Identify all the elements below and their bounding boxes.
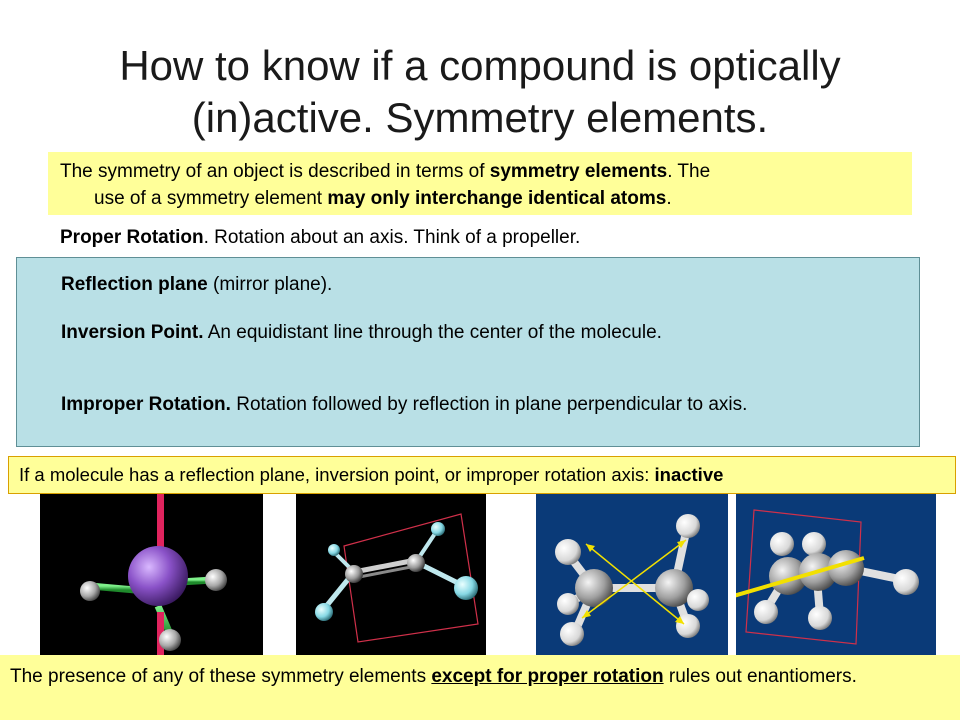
conclusion-box xyxy=(0,655,960,720)
proper-rotation-exception: except for proper rotation xyxy=(431,666,664,687)
mirror-plane-molecule-illustration xyxy=(296,494,486,656)
reflection-molecule-illustration xyxy=(40,494,263,656)
intro-line-1 xyxy=(60,158,902,185)
inversion-point-item xyxy=(61,319,881,346)
conclusion-text-1: The presence of any of these symmetry elements xyxy=(10,666,432,687)
molecule-image-mirror-plane xyxy=(296,494,486,656)
reflection-plane-item xyxy=(61,271,881,298)
intro-text-2: . The xyxy=(667,161,711,182)
conclusion-text-2: rules out enantiomers. xyxy=(663,666,857,687)
molecule-image-improper-rotation xyxy=(736,494,936,656)
molecule-image-inversion xyxy=(536,494,728,656)
proper-rotation-desc: . Rotation about an axis. Think of a propeller. xyxy=(203,227,581,248)
inactive-rule-verdict: inactive xyxy=(654,464,724,485)
intro-text-1: The symmetry of an object is described in terms of xyxy=(60,161,490,182)
intro-line-2 xyxy=(60,185,902,212)
proper-rotation-term: Proper Rotation xyxy=(60,227,204,248)
title-line-2: (in)active. Symmetry elements. xyxy=(191,94,769,141)
molecule-image-reflection xyxy=(40,494,263,656)
intro-box xyxy=(48,152,912,215)
improper-rotation-molecule-illustration xyxy=(736,494,936,656)
title-line-1: How to know if a compound is optically xyxy=(119,42,841,89)
inactive-rule-box xyxy=(8,456,956,494)
inactive-rule-text: If a molecule has a reflection plane, inversion point, or improper rotation axis: xyxy=(19,464,655,485)
improper-elements-box xyxy=(16,257,920,447)
interchange-rule: may only interchange identical atoms xyxy=(327,188,667,209)
intro-text-3: use of a symmetry element xyxy=(94,188,328,209)
inversion-point-desc: An equidistant line through the center of the molecule. xyxy=(203,322,662,343)
slide-title xyxy=(0,40,960,144)
improper-rotation-term: Improper Rotation. xyxy=(61,394,231,415)
reflection-plane-term: Reflection plane xyxy=(61,274,208,295)
inversion-molecule-illustration xyxy=(536,494,728,656)
intro-text-4: . xyxy=(666,188,672,209)
proper-rotation-line xyxy=(60,226,580,250)
symmetry-elements-term: symmetry elements xyxy=(489,161,668,182)
improper-rotation-item xyxy=(61,391,881,418)
improper-rotation-desc: Rotation followed by reflection in plane perpendicular to axis. xyxy=(230,394,748,415)
reflection-plane-desc: (mirror plane). xyxy=(207,274,333,295)
inversion-point-term: Inversion Point. xyxy=(61,322,204,343)
